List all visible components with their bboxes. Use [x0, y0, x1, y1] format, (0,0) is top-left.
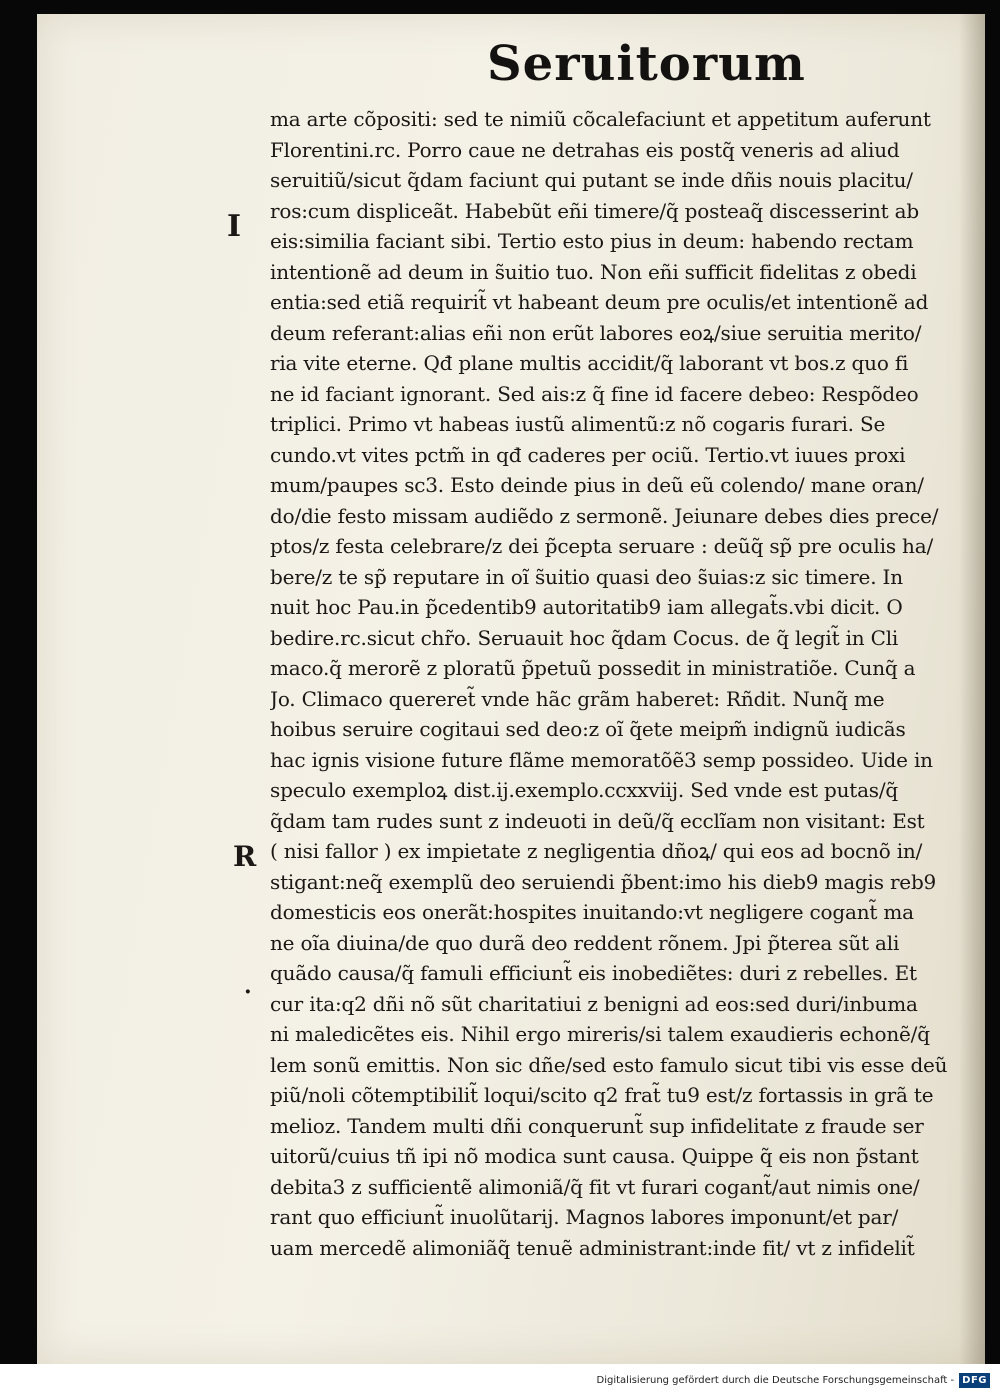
text-block [270, 104, 1000, 1263]
text-line: bedire.rc.sicut chr̃o. Seruauit hoc q̃dam Cocus. de q̃ legit̃ in Cli [270, 625, 899, 650]
text-line: quãdo causa/q̃ famuli efficiunt̃ eis inobediẽtes: duri z rebelles. Et [270, 961, 917, 985]
text-line: ne oĩa diuina/de quo durã deo reddent rõnem. Jpi p̃terea sũt ali [270, 930, 900, 955]
text-line: bere/z te sp̃ reputare in oĩ s̃uitio quasi deo s̃uias:z sic timere. In [270, 564, 903, 589]
dfg-logo: DFG [959, 1373, 990, 1388]
text-line: hac ignis visione future flãme memoratõẽ3 semp possideo. Uide in [270, 747, 933, 772]
text-line: domesticis eos onerãt:hospites inuitando:vt negligere cogant̃ ma [270, 900, 914, 924]
marginal-letter-r: R [233, 840, 257, 873]
text-line: debita3 z sufficientẽ alimoniã/q̃ fit vt furari cogant̃/aut nimis one/ [270, 1174, 920, 1199]
text-line: rant quo efficiunt̃ inuolũtarij. Magnos labores imponunt/et par/ [270, 1205, 899, 1229]
text-line: speculo exemploꝝ dist.ij.exemplo.ccxxviij. Sed vnde est putas/q̃ [270, 778, 899, 802]
text-line: nuit hoc Pau.in p̃cedentib9 autoritatib9 iam allegat̃s.vbi dicit. O [270, 595, 903, 619]
text-line: hoibus seruire cogitaui sed deo:z oĩ q̃ete meipm̃ indignũ iudicãs [270, 717, 906, 741]
text-line: stigant:neq̃ exemplũ deo seruiendi p̃bent:imo his dieb9 magis reb9 [270, 869, 937, 894]
text-line: cur ita:q2 dñi nõ sũt charitatiui z benigni ad eos:sed duri/inbuma [270, 991, 918, 1016]
text-line: melioz. Tandem multi dñi conquerunt̃ sup infidelitate z fraude ser [270, 1113, 924, 1138]
running-head: Seruitorum [487, 36, 806, 92]
funding-credit: Digitalisierung gefördert durch die Deutsche Forschungsgemeinschaft - [596, 1375, 955, 1386]
book-page [37, 14, 985, 1364]
text-line: lem sonũ emittis. Non sic dñe/sed esto famulo sicut tibi vis esse deũ [270, 1052, 948, 1077]
text-line: q̃dam tam rudes sunt z indeuoti in deũ/q̃ ecclĩam non visitant: Est [270, 808, 925, 833]
text-line: eis:similia faciant sibi. Tertio esto pius in deum: habendo rectam [270, 229, 914, 253]
footer-bar [0, 1364, 1000, 1397]
text-line: cundo.vt vites pctm̃ in qđ caderes per ociũ. Tertio.vt iuues proxi [270, 442, 906, 467]
text-line: do/die festo missam audiẽdo z sermonẽ. Jeiunare debes dies prece/ [270, 503, 939, 528]
text-line: maco.q̃ merorẽ z ploratũ p̃petuũ possedit in ministratiõe. Cunq̃ a [270, 656, 916, 680]
text-line: uitorũ/cuius tñ ipi nõ modica sunt causa. Quippe q̃ eis non p̃stant [270, 1144, 919, 1168]
text-line: ni maledicẽtes eis. Nihil ergo mireris/si talem exaudieris echonẽ/q̃ [270, 1022, 930, 1046]
text-line: ne id faciant ignorant. Sed ais:z q̃ fine id facere debeo: Respõdeo [270, 381, 919, 406]
text-line: uam mercedẽ alimoniãq̃ tenuẽ administrant:inde fit/ vt z infidelit̃ [270, 1235, 915, 1260]
marginal-letter-i: I [227, 209, 242, 244]
text-line: ros:cum displiceãt. Habebũt eñi timere/q̃ posteaq̃ discesserint ab [270, 198, 919, 223]
text-line: ptos/z festa celebrare/z dei p̃cepta seruare : deũq̃ sp̃ pre oculis ha/ [270, 534, 933, 558]
text-line: piũ/noli cõtemptibilit̃ loqui/scito q2 frat̃ tu9 est/z fortassis in grã te [270, 1083, 934, 1107]
text-line: Florentini.rc. Porro caue ne detrahas eis postq̃ veneris ad aliud [270, 137, 900, 162]
text-line: mum/paupes sc3. Esto deinde pius in deũ eũ colendo/ mane oran/ [270, 473, 924, 497]
text-line: triplici. Primo vt habeas iustũ alimentũ:z nõ cogaris furari. Se [270, 412, 886, 436]
text-line: deum referant:alias eñi non erũt labores eoꝝ/siue seruitia merito/ [270, 320, 922, 345]
text-line: Jo. Climaco quereret̃ vnde hãc grãm haberet: Rñdit. Nunq̃ me [270, 686, 885, 711]
text-line: seruitiũ/sicut q̃dam faciunt qui putant se inde dñis nouis placitu/ [270, 168, 913, 192]
text-line: ria vite eterne. Qđ plane multis accidit/q̃ laborant vt bos.z quo fi [270, 351, 909, 375]
text-line: ma arte cõpositi: sed te nimiũ cõcalefaciunt et appetitum auferunt [270, 107, 931, 131]
marginal-dot: · [244, 979, 252, 1005]
text-line: ( nisi fallor ) ex impietate z negligentia dñoꝝ/ qui eos ad bocnõ in/ [270, 839, 923, 863]
text-line: intentionẽ ad deum in s̃uitio tuo. Non eñi sufficit fidelitas z obedi [270, 259, 917, 284]
text-line: entia:sed etiã requirit̃ vt habeant deum pre oculis/et intentionẽ ad [270, 290, 929, 314]
